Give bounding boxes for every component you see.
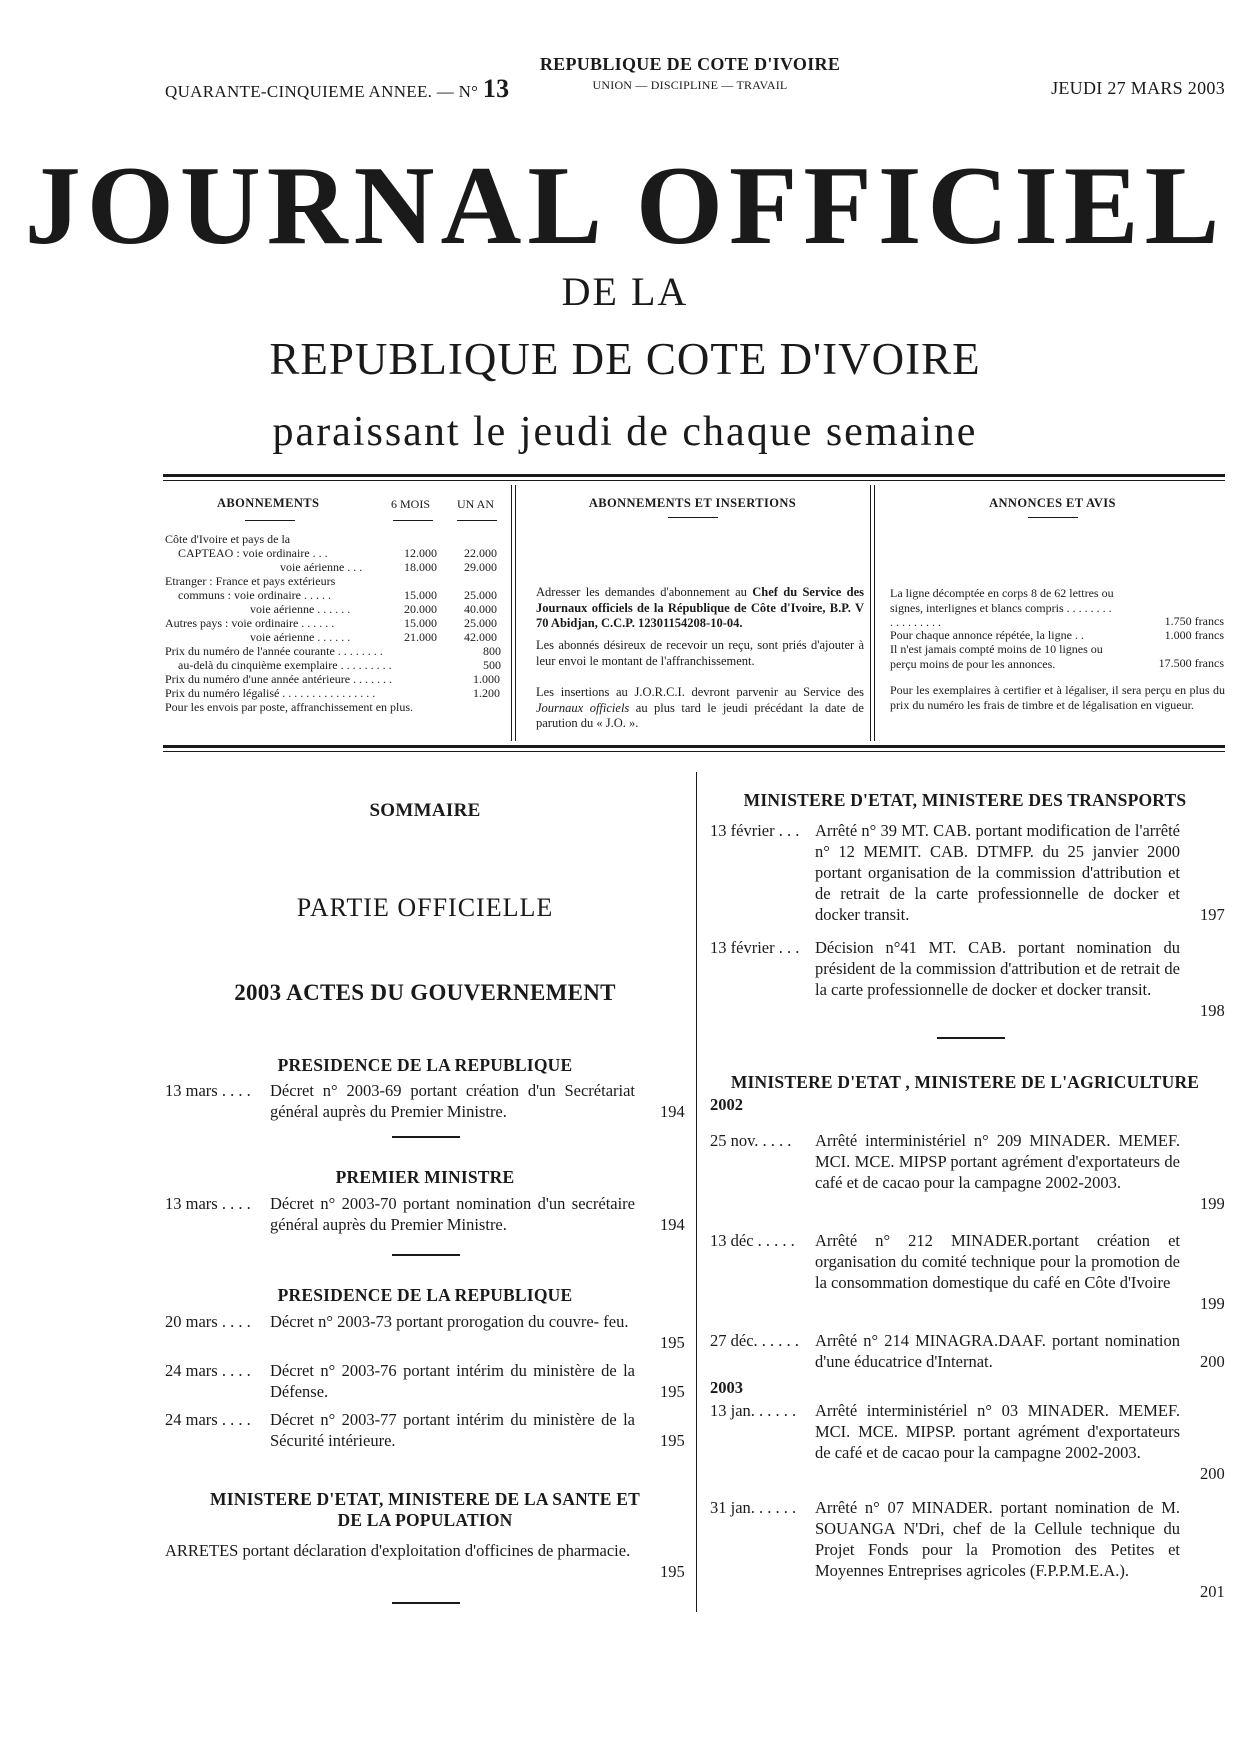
divider-rule xyxy=(163,745,1225,748)
tariff-row: Autres pays : voie ordinaire . . . . . . xyxy=(165,616,335,630)
entry-page: 200 xyxy=(1200,1464,1225,1483)
price-value: 500 xyxy=(483,658,501,672)
section-separator xyxy=(392,1254,460,1256)
annonce-rate-value: 1.000 francs xyxy=(1164,628,1224,642)
tariff-value: 25.000 xyxy=(464,616,497,630)
entry-page: 198 xyxy=(1200,1001,1225,1020)
entry-text: Arrêté interministériel n° 03 MINADER. MEMEF. MCI. MCE. MIPSP. portant agrément d'exportateurs de café et de cacao pour la campagne 2002-2003. xyxy=(815,1401,1180,1462)
entry-page: 199 xyxy=(1200,1294,1225,1313)
insertions-address: Adresser les demandes d'abonnement au Chef du Service des Journaux officiels de la République de Côte d'Ivoire, B.P. V 70 Abidjan, C.C.P. 12301154208-10-04. xyxy=(536,585,865,630)
price-value: 1.000 xyxy=(473,672,500,686)
tariff-value: 20.000 xyxy=(404,602,437,616)
masthead-republic: REPUBLIQUE DE COTE D'IVOIRE xyxy=(269,334,981,384)
column-divider xyxy=(696,772,697,1612)
tariff-row: Etranger : France et pays extérieurs xyxy=(165,574,336,588)
entry-text: Décret n° 2003-69 portant création d'un Secrétariat général auprès du Premier Ministre. xyxy=(270,1081,635,1121)
entry-page: 194 xyxy=(660,1215,685,1234)
insertions-receipt-note: Les abonnés désireux de recevoir un reçu, sont priés d'ajouter à leur envoi le montant de l'affranchissement. xyxy=(536,638,864,668)
tariff-value: 18.000 xyxy=(404,560,437,574)
tariff-value: 40.000 xyxy=(464,602,497,616)
title-underline xyxy=(393,520,433,521)
insertions-title: ABONNEMENTS ET INSERTIONS xyxy=(588,496,797,510)
entry-date: 24 mars . . . . xyxy=(165,1361,251,1380)
entry-date: 13 février . . . xyxy=(710,938,800,957)
annonce-rate-row: Il n'est jamais compté moins de 10 lignes ou perçu moins de pour les annonces. xyxy=(890,642,1103,671)
entry-page: 197 xyxy=(1200,905,1225,924)
divider-rule xyxy=(874,485,875,741)
annonces-header xyxy=(880,496,1225,518)
entry-page: 195 xyxy=(660,1382,685,1401)
title-underline xyxy=(245,520,295,521)
annonce-rate-value: 17.500 francs xyxy=(1158,656,1224,670)
entry-date: 13 déc . . . . . xyxy=(710,1231,795,1250)
abonnements-box xyxy=(165,496,505,514)
republic-block xyxy=(470,54,910,93)
entry-page: 199 xyxy=(1200,1194,1225,1213)
entry-page: 194 xyxy=(660,1102,685,1121)
tariff-row: voie aérienne . . . . . . xyxy=(250,630,351,644)
entry-text: Décret n° 2003-73 portant prorogation du couvre- feu. xyxy=(270,1312,629,1331)
partie-officielle: PARTIE OFFICIELLE xyxy=(296,893,554,922)
tariff-value: 42.000 xyxy=(464,630,497,644)
list-item xyxy=(165,1409,685,1453)
entry-text: Arrêté n° 39 MT. CAB. portant modification de l'arrêté n° 12 MEMIT. CAB. DTMFP. du 25 janvier 2000 portant organisation de la commission d'attribution et de retrait de la carte professionnelle de docker et docker transit. xyxy=(815,821,1180,924)
price-row: au-delà du cinquième exemplaire . . . . . . . . . xyxy=(178,658,392,672)
entry-text: ARRETES portant déclaration d'exploitation d'officines de pharmacie. xyxy=(165,1541,631,1560)
list-item xyxy=(710,937,1225,1027)
entry-date: 13 mars . . . . xyxy=(165,1081,251,1100)
entry-page: 195 xyxy=(660,1333,685,1352)
issue-date: JEUDI 27 MARS 2003 xyxy=(1051,78,1225,98)
tariff-value: 12.000 xyxy=(404,546,437,560)
entry-date: ARRETES xyxy=(165,1541,239,1560)
entry-date: 13 février . . . xyxy=(710,821,800,840)
annonces-title: ANNONCES ET AVIS xyxy=(989,496,1116,510)
price-row: Prix du numéro légalisé . . . . . . . . . . . . . . . . xyxy=(165,686,376,700)
list-item xyxy=(710,820,1225,930)
entry-text: Décret n° 2003-76 portant intérim du ministère de la Défense. xyxy=(270,1361,635,1401)
entry-text: Arrêté n° 212 MINADER.portant création et organisation du comité technique pour la promotion de la consommation domestique du café en Côte d'Ivoire xyxy=(815,1231,1180,1292)
annonce-rate-row: La ligne décomptée en corps 8 de 62 lettres ou signes, interlignes et blancs compris . . . . . . . . . . . . . . . . . xyxy=(890,586,1114,629)
section-heading: PREMIER MINISTRE xyxy=(335,1167,515,1187)
entry-date: 25 nov. . . . . xyxy=(710,1131,792,1150)
tariff-row: CAPTEAO : voie ordinaire . . . xyxy=(178,546,328,560)
price-value: 800 xyxy=(483,644,501,658)
entry-text: Arrêté interministériel n° 209 MINADER. MEMEF. MCI. MCE. MIPSP portant agrément d'exportateurs de café et de cacao pour la campagne 2002-2003. xyxy=(815,1131,1180,1192)
service-address: Chef du Service des Journaux officiels de la République de Côte d'Ivoire, B.P. V 70 Abidjan, C.C.P. 12301154208-10-04. xyxy=(536,585,865,630)
entry-date: 13 jan. . . . . . xyxy=(710,1401,797,1420)
tariff-row: communs : voie ordinaire . . . . . xyxy=(178,588,331,602)
section-heading: PRESIDENCE DE LA REPUBLIQUE xyxy=(277,1285,573,1305)
col-un-an: UN AN xyxy=(457,497,495,511)
section-separator xyxy=(392,1602,460,1604)
price-value: 1.200 xyxy=(473,686,500,700)
list-item xyxy=(165,1540,685,1584)
section-heading: MINISTERE D'ETAT, MINISTERE DE LA SANTE ET DE LA POPULATION xyxy=(210,1489,640,1530)
list-item xyxy=(710,1497,1225,1607)
divider-rule xyxy=(515,485,516,741)
divider-rule xyxy=(163,474,1225,477)
motto: UNION — DISCIPLINE — TRAVAIL xyxy=(592,78,788,92)
list-item xyxy=(165,1360,685,1404)
tariff-row: voie aérienne . . . xyxy=(280,560,363,574)
tariff-value: 25.000 xyxy=(464,588,497,602)
title-underline xyxy=(668,517,718,518)
tariff-value: 22.000 xyxy=(464,546,497,560)
postage-note: Pour les envois par poste, affranchissement en plus. xyxy=(165,700,414,714)
insertions-deadline-note: Les insertions au J.O.R.C.I. devront parvenir au Service des Journaux officiels au plus tard le jeudi précédant la date de parution du « J.O. ». xyxy=(536,685,864,730)
issue-number: 13 xyxy=(482,74,510,103)
annonce-rate-value: 1.750 francs xyxy=(1164,614,1224,628)
divider-rule xyxy=(511,485,512,741)
divider-rule xyxy=(163,480,1225,481)
entry-page: 201 xyxy=(1200,1582,1225,1601)
masthead-frequency: paraissant le jeudi de chaque semaine xyxy=(272,409,978,455)
year-label: 2002 xyxy=(710,1095,743,1114)
entry-text: Décret n° 2003-77 portant intérim du ministère de la Sécurité intérieure. xyxy=(270,1410,635,1450)
entry-date: 20 mars . . . . xyxy=(165,1312,251,1331)
section-heading: MINISTERE D'ETAT, MINISTERE DES TRANSPORTS xyxy=(743,790,1187,810)
legalisation-note: Pour les exemplaires à certifier et à légaliser, il sera perçu en plus du prix du numéro les frais de timbre et de légalisation en vigueur. xyxy=(890,683,1225,712)
actes-title: 2003 ACTES DU GOUVERNEMENT xyxy=(234,980,616,1005)
abonnements-title: ABONNEMENTS xyxy=(217,496,320,510)
issue-line xyxy=(165,74,509,104)
entry-date: 24 mars . . . . xyxy=(165,1410,251,1429)
title-underline xyxy=(457,520,497,521)
section-heading: MINISTERE D'ETAT , MINISTERE DE L'AGRICULTURE xyxy=(730,1072,1200,1092)
list-item xyxy=(710,1130,1225,1220)
tariff-value: 15.000 xyxy=(404,616,437,630)
journal-title: JOURNAL OFFICIEL xyxy=(24,144,1226,268)
list-item xyxy=(165,1080,685,1124)
list-item xyxy=(165,1193,685,1237)
tariff-value: 21.000 xyxy=(404,630,437,644)
price-row: Prix du numéro d'une année antérieure . . . . . . . xyxy=(165,672,393,686)
title-underline xyxy=(1028,517,1078,518)
price-row: Prix du numéro de l'année courante . . . . . . . . xyxy=(165,644,383,658)
section-heading: PRESIDENCE DE LA REPUBLIQUE xyxy=(277,1055,573,1075)
entry-text: Décret n° 2003-70 portant nomination d'un secrétaire général auprès du Premier Ministre. xyxy=(270,1194,635,1234)
tariff-value: 15.000 xyxy=(404,588,437,602)
tariff-value: 29.000 xyxy=(464,560,497,574)
section-separator xyxy=(392,1136,460,1138)
sommaire-title: SOMMAIRE xyxy=(369,800,481,821)
list-item xyxy=(710,1230,1225,1320)
entry-text: Arrêté n° 07 MINADER. portant nomination de M. SOUANGA N'Dri, chef de la Cellule technique du Projet Fonds pour la Promotion des Petites et Moyennes Entreprises agricoles (F.P.P.M.E.A.). xyxy=(815,1498,1180,1580)
insertions-header xyxy=(520,496,865,518)
divider-rule xyxy=(870,485,871,741)
divider-rule xyxy=(163,751,1225,752)
republic-name: REPUBLIQUE DE COTE D'IVOIRE xyxy=(539,54,841,74)
entry-page: 195 xyxy=(660,1431,685,1450)
entry-date: 31 jan. . . . . . xyxy=(710,1498,797,1517)
col-6-mois: 6 MOIS xyxy=(391,497,431,511)
entry-date: 13 mars . . . . xyxy=(165,1194,251,1213)
tariff-row: Côte d'Ivoire et pays de la xyxy=(165,532,291,546)
list-item xyxy=(710,1400,1225,1490)
entry-page: 195 xyxy=(660,1562,685,1581)
list-item xyxy=(710,1330,1225,1374)
year-label: 2003 xyxy=(710,1378,743,1397)
entry-text: Décision n°41 MT. CAB. portant nomination du président de la commission d'attribution et de retrait de la carte professionnelle de docker et docker transit. xyxy=(815,938,1180,999)
masthead-de-la: DE LA xyxy=(561,269,689,314)
annonce-rate-row: Pour chaque annonce répétée, la ligne . . xyxy=(890,628,1084,642)
list-item xyxy=(165,1311,685,1355)
section-separator xyxy=(937,1037,1005,1039)
entry-text: Arrêté n° 214 MINAGRA.DAAF. portant nomination d'une éducatrice d'Internat. xyxy=(815,1331,1180,1371)
entry-date: 27 déc. . . . . . xyxy=(710,1331,799,1350)
tariff-row: voie aérienne . . . . . . xyxy=(250,602,351,616)
year-label: QUARANTE-CINQUIEME ANNEE. — N° xyxy=(165,82,479,101)
entry-page: 200 xyxy=(1200,1352,1225,1371)
